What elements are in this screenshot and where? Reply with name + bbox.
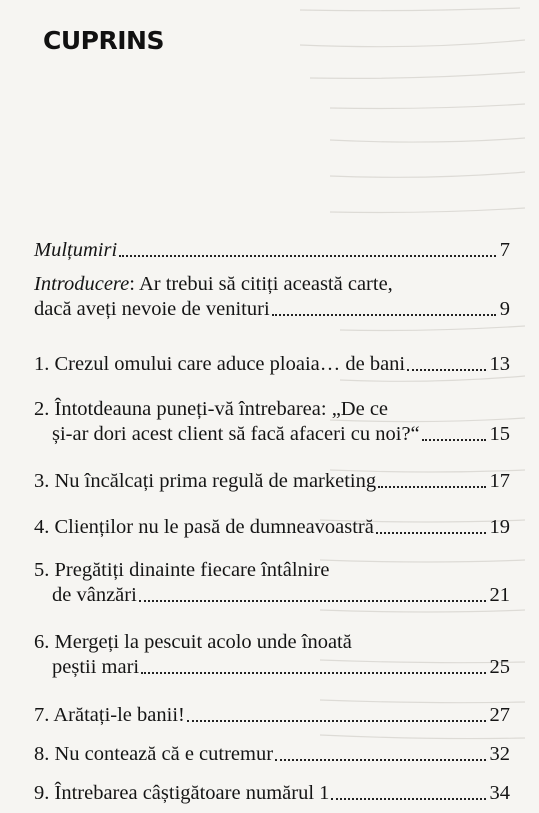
- page-title: CUPRINS: [43, 26, 164, 55]
- toc-entry-title: 7. Arătați-le banii!: [34, 704, 185, 726]
- toc-entry-title-continued: peștii mari: [52, 656, 140, 678]
- dot-leader: [272, 314, 496, 316]
- toc-page-number: 25: [489, 656, 510, 678]
- toc-entry-chapter-5[interactable]: [34, 558, 510, 608]
- toc-entry-acknowledgements[interactable]: [34, 238, 510, 263]
- dot-leader: [407, 369, 485, 371]
- toc-entry-title: 8. Nu contează că e cutremur: [34, 743, 274, 765]
- dot-leader: [187, 720, 486, 722]
- dot-leader: [378, 486, 485, 488]
- dot-leader: [275, 759, 485, 761]
- toc-entry-chapter-7[interactable]: [34, 703, 510, 728]
- dot-leader: [141, 672, 485, 674]
- toc-entry-title-continued: de vânzări: [52, 584, 137, 606]
- toc-entry-title: 3. Nu încălcați prima regulă de marketing: [34, 470, 377, 492]
- toc-entry-title-continued: și-ar dori acest client să facă afaceri cu noi?“: [52, 423, 420, 445]
- toc-page-number: 9: [499, 298, 510, 320]
- toc-entry-introduction[interactable]: [34, 272, 510, 322]
- dot-leader: [331, 798, 485, 800]
- toc-page-number: 21: [489, 584, 510, 606]
- dot-leader: [139, 600, 486, 602]
- toc-entry-title: Mulțumiri: [34, 239, 118, 261]
- toc-entry-title-continued: dacă aveți nevoie de venituri: [34, 298, 270, 320]
- dot-leader: [119, 255, 496, 257]
- toc-page-number: 7: [499, 239, 510, 261]
- toc-entry-label: Introducere: [34, 273, 130, 295]
- toc-entry-chapter-3[interactable]: [34, 469, 510, 494]
- toc-entry-title: 9. Întrebarea câștigătoare numărul 1: [34, 782, 330, 804]
- toc-page-number: 27: [489, 704, 510, 726]
- toc-page-number: 13: [489, 353, 510, 375]
- toc-entry-chapter-1[interactable]: [34, 352, 510, 377]
- toc-entry-title: 2. Întotdeauna puneți-vă întrebarea: „De ce: [34, 398, 389, 420]
- toc-page-number: 15: [489, 423, 510, 445]
- toc-entry-chapter-2[interactable]: [34, 397, 510, 447]
- toc-entry-title: 6. Mergeți la pescuit acolo unde înoată: [34, 631, 352, 653]
- toc-page-number: 32: [489, 743, 510, 765]
- toc-entry-chapter-9[interactable]: [34, 781, 510, 806]
- toc-page-number: 19: [489, 516, 510, 538]
- toc-entry-title: 1. Crezul omului care aduce ploaia… de bani: [34, 353, 406, 375]
- dot-leader: [376, 532, 486, 534]
- toc-entry-title: : Ar trebui să citiți această carte,: [129, 273, 393, 295]
- toc-page-number: 34: [489, 782, 510, 804]
- dot-leader: [422, 439, 486, 441]
- toc-entry-title: 4. Clienților nu le pasă de dumneavoastră: [34, 516, 374, 538]
- toc-entry-title: 5. Pregătiți dinainte fiecare întâlnire: [34, 559, 330, 581]
- toc-page-number: 17: [489, 470, 510, 492]
- toc-entry-chapter-6[interactable]: [34, 630, 510, 680]
- toc-entry-chapter-4[interactable]: [34, 515, 510, 540]
- toc-entry-chapter-8[interactable]: [34, 742, 510, 767]
